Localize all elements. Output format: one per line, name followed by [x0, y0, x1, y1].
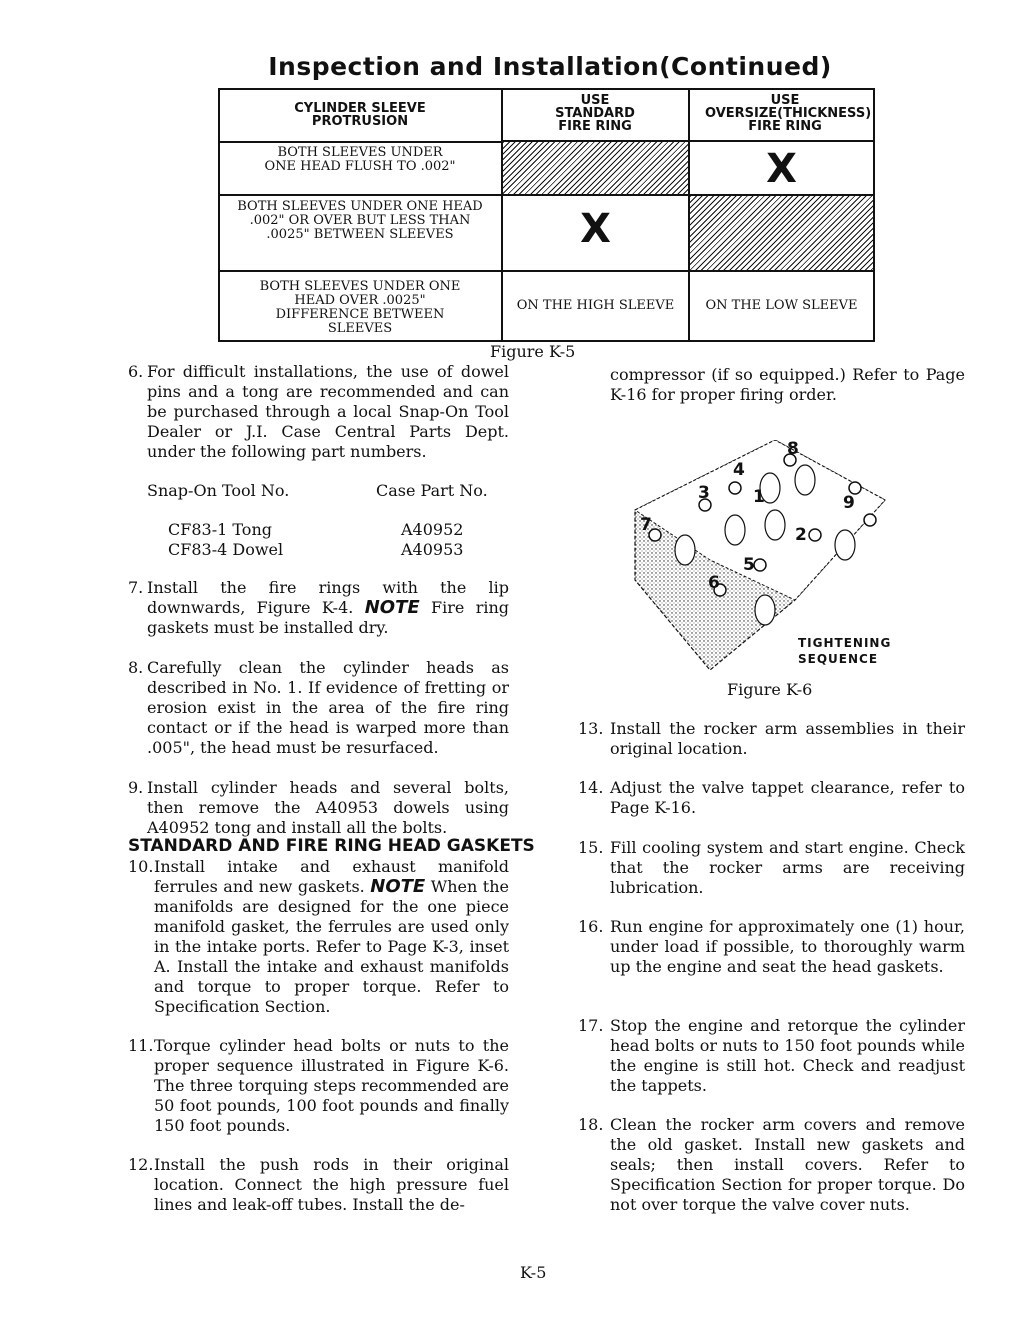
step-11-text: Torque cylinder head bolts or nuts to the proper sequence illustrated in Figure K-6. The three torquing steps recommended are 50 foot pounds, 100 foot pounds and finally 150 foot pounds. — [154, 1036, 509, 1135]
parts-row-2-part: A40953 — [401, 540, 464, 559]
step-8-text: Carefully clean the cylinder heads as described in No. 1. If evidence of fretting or erosion exist in the area of the fire ring contact or if the head is warped more than .005", the head must be resurfaced. — [147, 658, 509, 757]
table-row-1-condition: BOTH SLEEVES UNDER ONE HEAD FLUSH TO .002" — [264, 145, 456, 174]
step-17-text: Stop the engine and retorque the cylinder head bolts or nuts to 150 foot pounds while the engine is still hot. Check and readjust the tappets. — [610, 1016, 965, 1095]
table-row-3-standard: ON THE HIGH SLEEVE — [516, 298, 675, 313]
sequence-number-3: 3 — [698, 483, 710, 503]
parts-header-tool: Snap-On Tool No. — [147, 481, 290, 500]
table-row-3-oversize: ON THE LOW SLEEVE — [705, 298, 858, 313]
table-header-oversize: USE OVERSIZE(THICKNESS) FIRE RING — [705, 93, 872, 134]
step-16-text: Run engine for approximately one (1) hour, under load if possible, to thoroughly warm up the engine and seat the head gaskets. — [610, 917, 965, 976]
step-14-text: Adjust the valve tappet clearance, refer to Page K-16. — [610, 778, 965, 817]
step-12-number: 12. — [128, 1155, 154, 1174]
step-18-text: Clean the rocker arm covers and remove the old gasket. Install new gaskets and seals; then install covers. Refer to Specification Section for proper torque. Do not over torque the valve cover nuts. — [610, 1115, 965, 1214]
table-row-3-condition: BOTH SLEEVES UNDER ONE HEAD OVER .0025" DIFFERENCE BETWEEN SLEEVES — [259, 279, 461, 336]
note-label: NOTE — [370, 876, 426, 897]
parts-header-case: Case Part No. — [376, 481, 488, 500]
step-11-number: 11. — [128, 1036, 154, 1055]
section-heading-gaskets: STANDARD AND FIRE RING HEAD GASKETS — [128, 836, 535, 856]
parts-row-2-tool: CF83-4 Dowel — [168, 540, 284, 559]
step-12-text: Install the push rods in their original location. Connect the high pressure fuel lines and leak-off tubes. Install the de- — [154, 1155, 509, 1214]
figure-k6-caption: Figure K-6 — [727, 680, 813, 699]
parts-row-1-part: A40952 — [401, 520, 464, 539]
step-9-number: 9. — [128, 778, 144, 797]
step-10-text: Install intake and exhaust manifold ferrules and new gaskets. NOTE When the manifolds are designed for the one piece manifold gasket, the ferrules are used only in the intake ports. Refer to Page K-3, inset A. Install the intake and exhaust manifolds and torque to proper torque. Refer to Specification Section. — [154, 857, 509, 1016]
step-7-text: Install the fire rings with the lip downwards, Figure K-4. NOTE Fire ring gaskets must be installed dry. — [147, 578, 510, 637]
step-7-number: 7. — [128, 578, 144, 597]
step-8-number: 8. — [128, 658, 144, 677]
sequence-number-6: 6 — [708, 573, 720, 593]
step-10-number: 10. — [128, 857, 154, 876]
page-title: Inspection and Installation(Continued) — [268, 52, 832, 81]
step-12-continued: compressor (if so equipped.) Refer to Page K-16 for proper firing order. — [610, 365, 965, 404]
parts-row-1-tool: CF83-1 Tong — [168, 520, 272, 539]
table-header-protrusion: CYLINDER SLEEVE PROTRUSION — [294, 101, 426, 129]
sequence-number-2: 2 — [795, 525, 807, 545]
step-6-number: 6. — [128, 362, 144, 381]
table-row-2-condition: BOTH SLEEVES UNDER ONE HEAD .002" OR OVER BUT LESS THAN .0025" BETWEEN SLEEVES — [237, 199, 483, 242]
step-14-number: 14. — [578, 778, 604, 797]
table-row-1-standard-hatched — [503, 142, 688, 194]
step-15-text: Fill cooling system and start engine. Check that the rocker arms are receiving lubrication. — [610, 838, 965, 897]
step-17-number: 17. — [578, 1016, 604, 1035]
page-number: K-5 — [520, 1263, 547, 1282]
note-label: NOTE — [364, 597, 420, 618]
table-row-2-oversize-hatched — [690, 196, 873, 270]
sequence-number-1: 1 — [753, 487, 765, 507]
sequence-number-7: 7 — [640, 515, 652, 535]
step-13-text: Install the rocker arm assemblies in their original location. — [610, 719, 965, 758]
sequence-number-9: 9 — [843, 493, 855, 513]
sleeve-table — [218, 88, 875, 342]
step-18-number: 18. — [578, 1115, 604, 1134]
sequence-number-8: 8 — [787, 440, 799, 459]
step-9-text: Install cylinder heads and several bolts, then remove the A40953 dowels using A40952 tong and install all the bolts. — [147, 778, 509, 837]
step-16-number: 16. — [578, 917, 604, 936]
tightening-sequence-label: TIGHTENING SEQUENCE — [798, 636, 892, 666]
table-row-2-standard-mark: X — [580, 206, 611, 252]
table-row-1-oversize-mark: X — [766, 146, 797, 192]
step-13-number: 13. — [578, 719, 604, 738]
sequence-number-4: 4 — [733, 460, 745, 480]
figure-k5-caption: Figure K-5 — [490, 342, 576, 361]
table-header-standard: USE STANDARD FIRE RING — [555, 93, 635, 134]
step-6-text: For difficult installations, the use of dowel pins and a tong are recommended and can be purchased through a local Snap-On Tool Dealer or J.I. Case Central Parts Dept. under the following part numbers. — [147, 362, 509, 461]
step-15-number: 15. — [578, 838, 604, 857]
sequence-number-5: 5 — [743, 555, 755, 575]
